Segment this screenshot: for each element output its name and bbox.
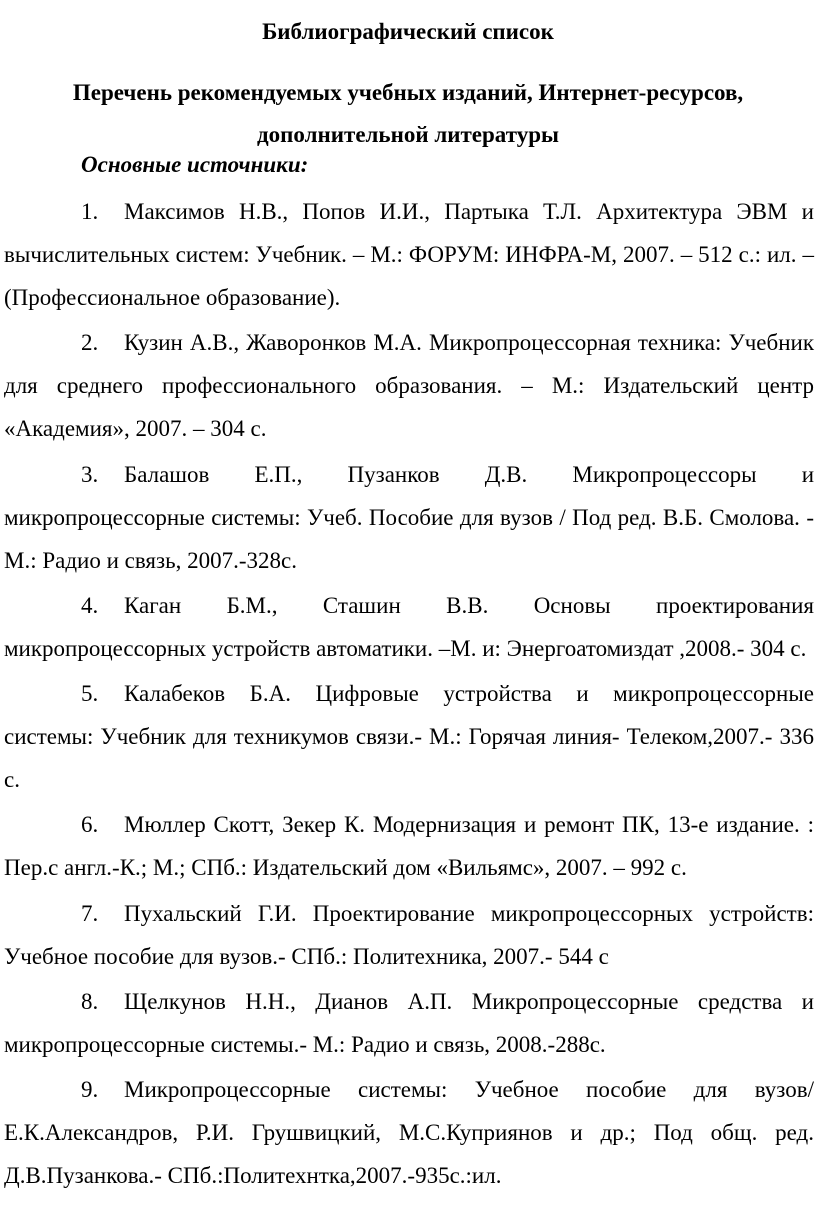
entry-number: 3. — [81, 461, 99, 487]
bibliography-entry — [4, 803, 814, 889]
bibliography-entry — [4, 190, 814, 319]
bibliography-entry — [4, 892, 814, 978]
entry-text: Пухальский Г.И. Проектирование микропроцессорных устройств: Учебное пособие для вузов.- СПб.: Политехника, 2007.- 544 с — [4, 900, 814, 969]
entry-text: Кузин А.В., Жаворонков М.А. Микропроцессорная техника: Учебник для среднего профессионального образования. – М.: Издательский центр «Академия», 2007. – 304 с. — [4, 330, 814, 442]
page-subtitle — [0, 72, 816, 156]
bibliography-entry — [4, 1068, 814, 1197]
entry-number: 9. — [81, 1077, 99, 1103]
bibliography-entry — [4, 321, 814, 450]
section-heading: Основные источники: — [81, 152, 309, 177]
entry-text: Щелкунов Н.Н., Дианов А.П. Микропроцессорные средства и микропроцессорные системы.- М.: Радио и связь, 2008.-288с. — [4, 989, 814, 1058]
bibliography-entry — [4, 453, 814, 582]
entry-number: 6. — [81, 812, 99, 838]
subtitle-line-1: Перечень рекомендуемых учебных изданий, Интернет-ресурсов, — [72, 80, 744, 105]
entry-number: 4. — [81, 592, 99, 618]
bibliography-list — [4, 190, 814, 1200]
entry-number: 7. — [81, 900, 99, 926]
entry-number: 8. — [81, 989, 99, 1015]
entry-text: Калабеков Б.А. Цифровые устройства и микропроцессорные системы: Учебник для техникумов связи.- М.: Горячая линия- Телеком,2007.- 336 с. — [4, 681, 814, 793]
entry-text: Мюллер Скотт, Зекер К. Модернизация и ремонт ПК, 13-е издание. : Пер.с англ.-К.; М.; СПб.: Издательский дом «Вильямс», 2007. – 992 с. — [4, 812, 814, 881]
bibliography-entry — [4, 672, 814, 801]
entry-number: 5. — [81, 681, 99, 707]
page-title: Библиографический список — [262, 19, 554, 44]
entry-text: Микропроцессорные системы: Учебное пособие для вузов/Е.К.Александров, Р.И. Грушвицкий, М.С.Куприянов и др.; Под общ. ред. Д.В.Пузанкова.- СПб.:Политехнтка,2007.-935с.:ил. — [4, 1077, 814, 1189]
entry-text: Балашов Е.П., Пузанков Д.В. Микропроцессоры и микропроцессорные системы: Учеб. Пособие для вузов / Под ред. В.Б. Смолова. - М.: Радио и связь, 2007.-328с. — [4, 461, 814, 573]
bibliography-entry — [4, 980, 814, 1066]
subtitle-line-2: дополнительной литературы — [257, 122, 559, 147]
bibliography-entry — [4, 584, 814, 670]
entry-text: Максимов Н.В., Попов И.И., Партыка Т.Л. Архитектура ЭВМ и вычислительных систем: Учебник. – М.: ФОРУМ: ИНФРА-М, 2007. – 512 с.: ил. – (Профессиональное образование). — [4, 199, 814, 310]
entry-text: Каган Б.М., Сташин В.В. Основы проектирования микропроцессорных устройств автоматики. –М. и: Энергоатомиздат ,2008.- 304 с. — [4, 592, 814, 661]
entry-number: 1. — [81, 199, 99, 224]
entry-number: 2. — [81, 330, 99, 356]
